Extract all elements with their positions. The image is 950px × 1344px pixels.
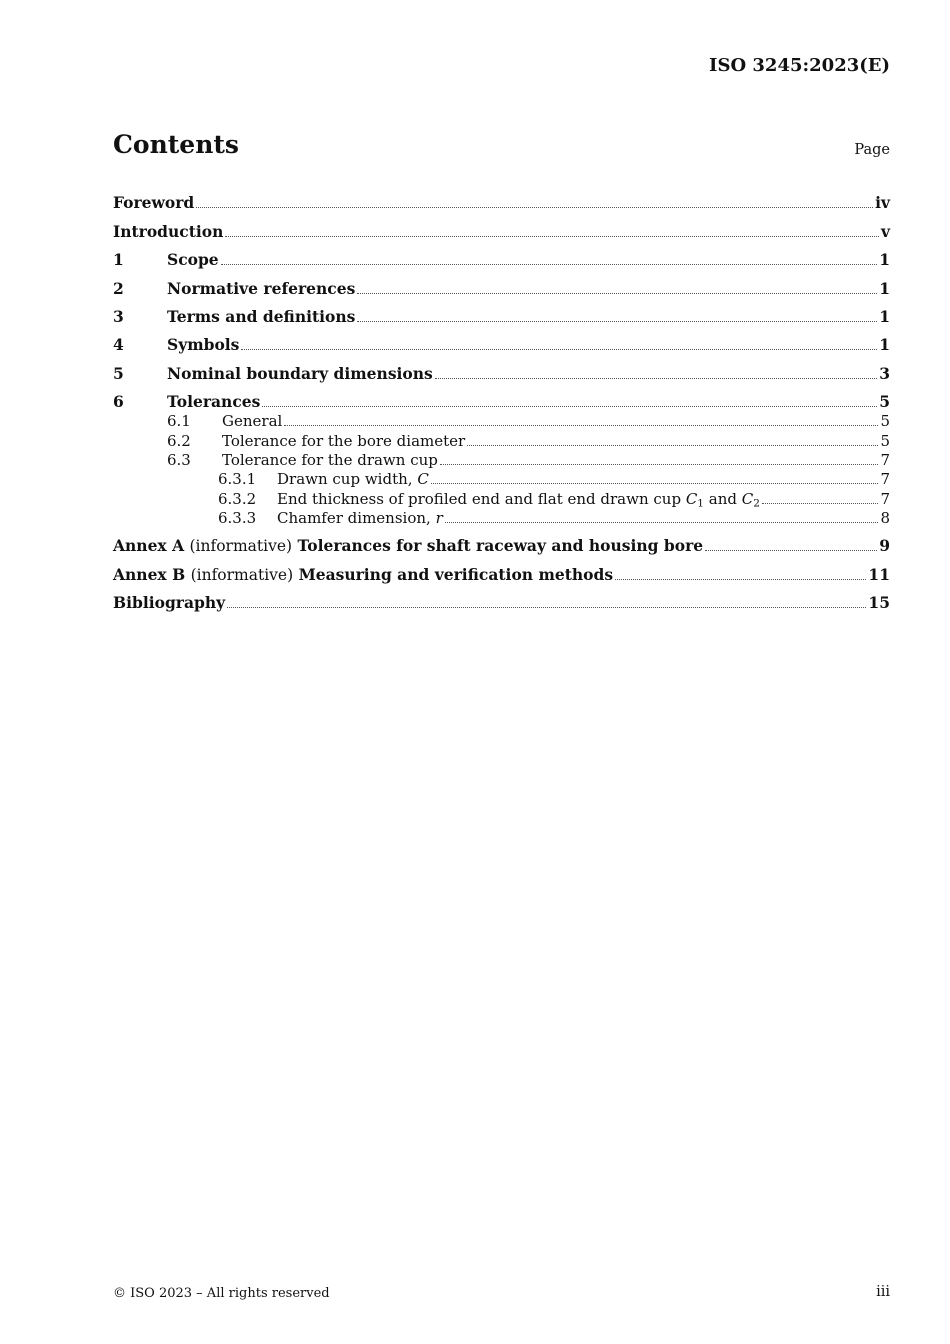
toc-page: 9 xyxy=(879,536,890,556)
toc-entry-bore-diameter[interactable] xyxy=(113,430,890,449)
dot-leader xyxy=(227,606,866,608)
toc-number: 3 xyxy=(113,306,124,326)
toc-page: iv xyxy=(875,193,890,213)
toc-entry-symbols[interactable] xyxy=(113,326,890,354)
toc-number: 6.3.3 xyxy=(218,508,257,527)
toc-entry-scope[interactable] xyxy=(113,241,890,269)
toc-page: 1 xyxy=(879,250,890,270)
dot-leader xyxy=(431,482,879,484)
dot-leader xyxy=(196,206,873,208)
toc-title: Introduction xyxy=(113,221,224,241)
dot-leader xyxy=(705,549,877,551)
toc-entry-general[interactable] xyxy=(113,411,890,430)
dot-leader xyxy=(357,320,877,322)
dot-leader xyxy=(221,263,878,265)
toc-title-text: End thickness of profiled end and flat end drawn cup xyxy=(277,489,686,508)
dot-leader xyxy=(762,502,879,504)
contents-heading: Contents xyxy=(113,130,240,159)
toc-page: 7 xyxy=(880,451,890,470)
toc-entry-annex-b[interactable] xyxy=(113,555,890,583)
toc-page: 1 xyxy=(879,306,890,326)
toc-title xyxy=(277,490,760,508)
toc-entry-end-thickness[interactable] xyxy=(113,488,890,510)
toc-title xyxy=(113,536,703,555)
toc-number: 6.3 xyxy=(167,451,191,470)
toc-title xyxy=(277,470,429,488)
dot-leader xyxy=(225,235,879,237)
annex-title: Tolerances for shaft raceway and housing bore xyxy=(297,536,704,556)
toc-entry-drawn-cup-width[interactable] xyxy=(113,469,890,488)
toc-title: Foreword xyxy=(113,193,195,213)
toc-title: Normative references xyxy=(167,278,356,298)
toc-title: Bibliography xyxy=(113,593,226,613)
toc-page: 3 xyxy=(879,363,890,383)
toc-entry-foreword[interactable] xyxy=(113,184,890,212)
toc-entry-chamfer-dimension[interactable] xyxy=(113,508,890,527)
dot-leader xyxy=(467,444,878,446)
symbol: C xyxy=(685,489,698,508)
page-number: iii xyxy=(876,1284,890,1300)
dot-leader xyxy=(435,377,877,379)
toc-title xyxy=(113,565,613,584)
toc-page: 5 xyxy=(879,392,890,412)
dot-leader xyxy=(357,292,877,294)
annex-label: Annex B xyxy=(113,564,186,584)
toc-page: 1 xyxy=(879,335,890,355)
toc-title: Nominal boundary dimensions xyxy=(167,363,433,383)
toc-page: 5 xyxy=(880,412,890,431)
toc-title: Scope xyxy=(167,250,219,270)
conjunction: and xyxy=(703,489,742,508)
toc-entry-normative-references[interactable] xyxy=(113,269,890,297)
toc-entry-tolerances[interactable] xyxy=(113,383,890,411)
toc-title: Symbols xyxy=(167,335,240,355)
annex-note: (informative) xyxy=(189,537,293,556)
toc-number: 4 xyxy=(113,335,124,355)
annex-title: Measuring and verification methods xyxy=(298,564,614,584)
toc-number: 6 xyxy=(113,392,124,412)
toc-number: 1 xyxy=(113,250,124,270)
dot-leader xyxy=(440,463,879,465)
toc-title xyxy=(277,509,443,527)
toc-page: 15 xyxy=(868,593,890,613)
toc-number: 6.1 xyxy=(167,412,191,431)
subscript: 1 xyxy=(697,497,704,510)
dot-leader xyxy=(241,348,877,350)
dot-leader xyxy=(615,578,866,580)
toc-page: 11 xyxy=(868,564,890,584)
toc-title-text: Drawn cup width, xyxy=(277,470,418,489)
annex-label: Annex A xyxy=(113,536,185,556)
toc-number: 2 xyxy=(113,278,124,298)
toc-entry-nominal-boundary-dimensions[interactable] xyxy=(113,354,890,382)
toc-number: 6.2 xyxy=(167,431,191,450)
toc-entry-introduction[interactable] xyxy=(113,212,890,240)
symbol: C xyxy=(741,489,754,508)
toc-entry-bibliography[interactable] xyxy=(113,584,890,612)
toc-page: 8 xyxy=(880,508,890,527)
dot-leader xyxy=(445,521,879,523)
toc-title: Tolerances xyxy=(167,392,261,412)
toc-number: 6.3.2 xyxy=(218,489,257,508)
toc-title: General xyxy=(222,412,283,431)
toc-page: 1 xyxy=(879,278,890,298)
toc-entry-terms-definitions[interactable] xyxy=(113,298,890,326)
toc-number: 5 xyxy=(113,363,124,383)
toc-title: Tolerance for the bore diameter xyxy=(222,431,466,450)
symbol: C xyxy=(417,470,429,489)
toc-entry-drawn-cup[interactable] xyxy=(113,450,890,469)
subscript: 2 xyxy=(753,497,760,510)
copyright-notice: © ISO 2023 – All rights reserved xyxy=(113,1286,330,1301)
symbol: r xyxy=(435,508,443,527)
page-column-label: Page xyxy=(854,142,890,158)
document-id: ISO 3245:2023(E) xyxy=(709,55,890,76)
toc-page: v xyxy=(880,221,890,241)
table-of-contents xyxy=(113,184,890,612)
annex-note: (informative) xyxy=(190,565,294,584)
dot-leader xyxy=(262,405,877,407)
toc-title: Terms and definitions xyxy=(167,306,356,326)
toc-title-text: Chamfer dimension, xyxy=(277,508,436,527)
toc-page: 5 xyxy=(880,431,890,450)
dot-leader xyxy=(284,424,878,426)
toc-entry-annex-a[interactable] xyxy=(113,527,890,555)
toc-page: 7 xyxy=(880,489,890,508)
toc-title: Tolerance for the drawn cup xyxy=(222,451,438,470)
toc-page: 7 xyxy=(880,470,890,489)
toc-number: 6.3.1 xyxy=(218,470,257,489)
